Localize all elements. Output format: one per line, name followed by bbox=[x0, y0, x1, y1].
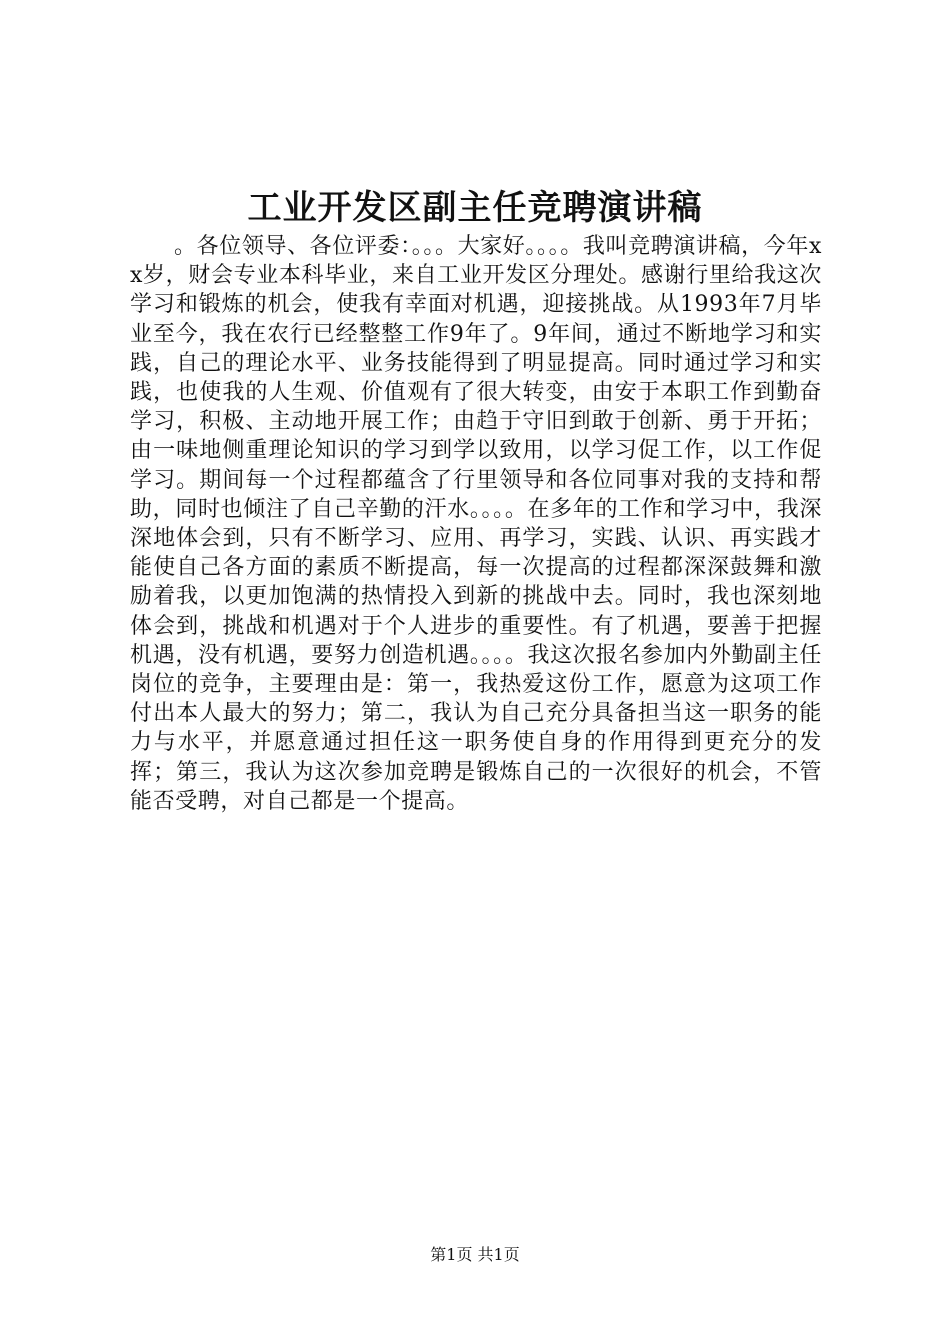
document-body: 。各位领导、各位评委：。。。大家好。。。。我叫竞聘演讲稿，今年xx岁，财会专业本科毕业，来自工业开发区分理处。感谢行里给我这次学习和锻炼的机会，使我有幸面对机遇，迎接挑战。从1993年7月毕业至今，我在农行已经整整工作9年了。9年间，通过不断地学习和实践，自己的理论水平、业务技能得到了明显提高。同时通过学习和实践，也使我的人生观、价值观有了很大转变，由安于本职工作到勤奋学习，积极、主动地开展工作；由趋于守旧到敢于创新、勇于开拓；由一味地侧重理论知识的学习到学以致用，以学习促工作，以工作促学习。期间每一个过程都蕴含了行里领导和各位同事对我的支持和帮助，同时也倾注了自己辛勤的汗水。。。。在多年的工作和学习中，我深深地体会到，只有不断学习、应用、再学习，实践、认识、再实践才能使自己各方面的素质不断提高，每一次提高的过程都深深鼓舞和激励着我，以更加饱满的热情投入到新的挑战中去。同时，我也深刻地体会到，挑战和机遇对于个人进步的重要性。有了机遇，要善于把握机遇，没有机遇，要努力创造机遇。。。。我这次报名参加内外勤副主任岗位的竞争，主要理由是：第一，我热爱这份工作，愿意为这项工作付出本人最大的努力；第二，我认为自己充分具备担当这一职务的能力与水平，并愿意通过担任这一职务使自身的作用得到更充分的发挥；第三，我认为这次参加竞聘是锻炼自己的一次很好的机会，不管能否受聘，对自己都是一个提高。 bbox=[130, 234, 822, 814]
document-title: 工业开发区副主任竞聘演讲稿 bbox=[247, 188, 703, 228]
page-footer: 第1页 共1页 bbox=[430, 1245, 520, 1264]
